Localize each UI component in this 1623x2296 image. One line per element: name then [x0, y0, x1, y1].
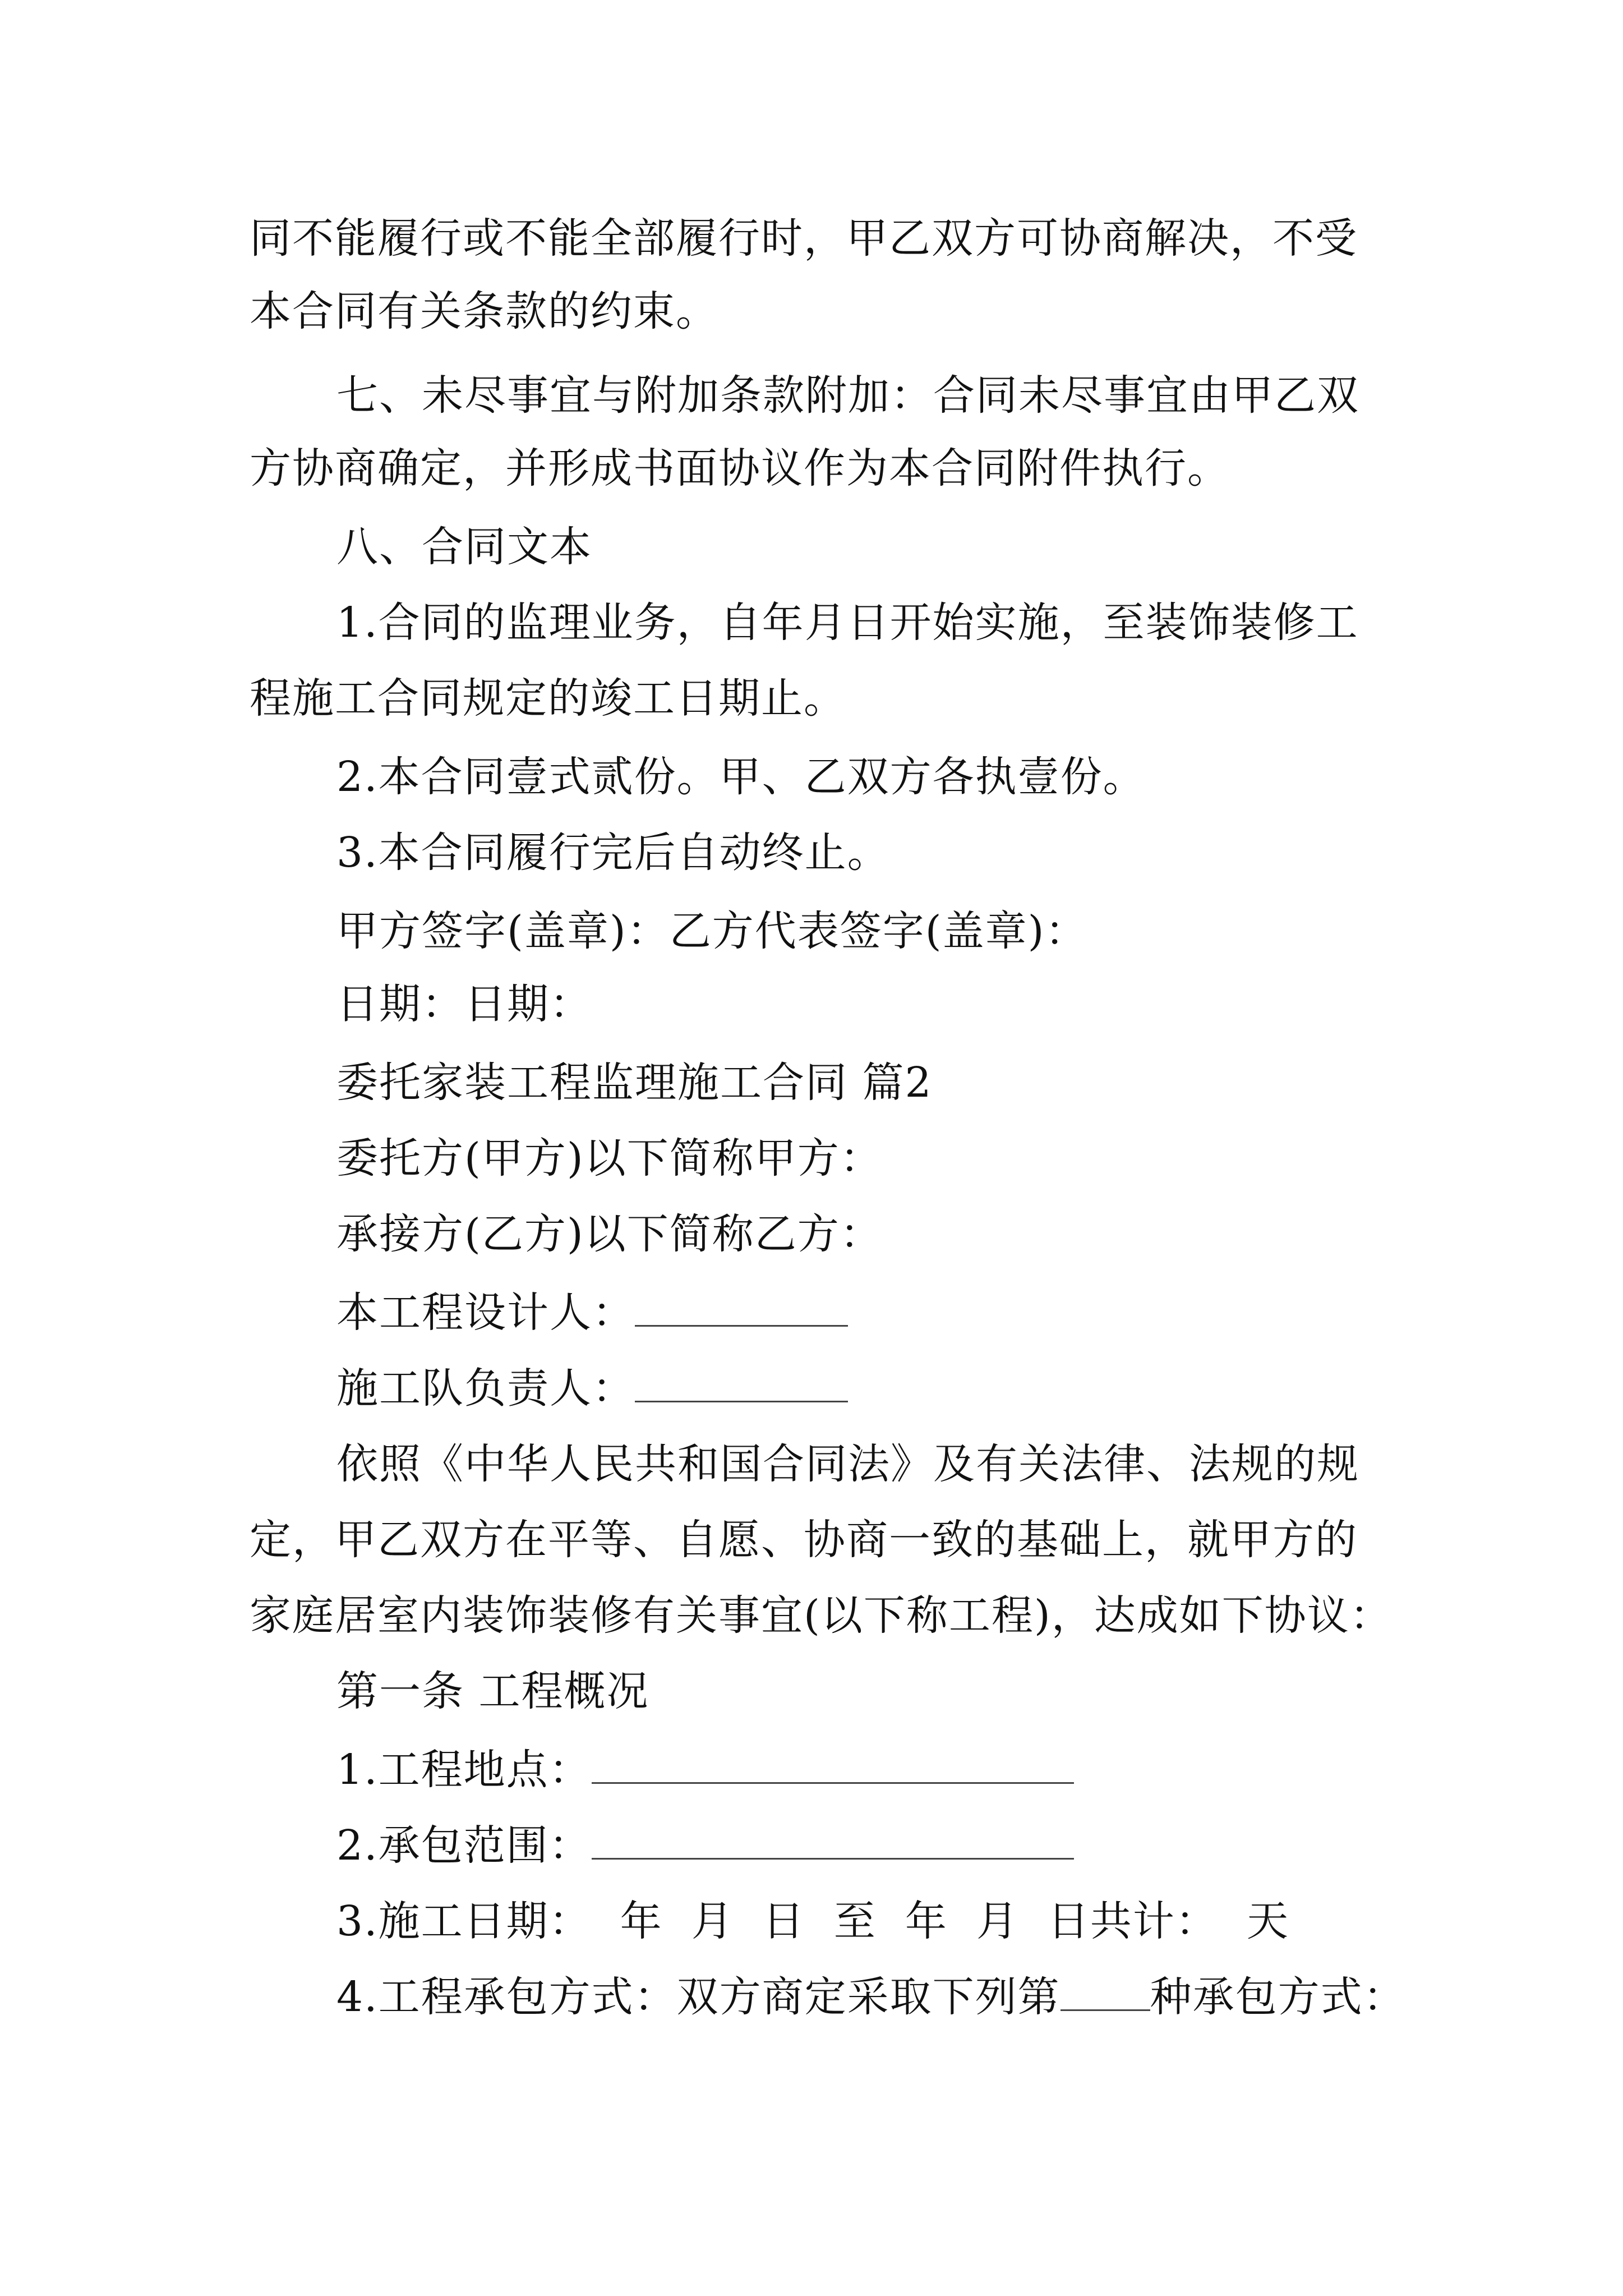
text-line: 依照《中华人民共和国合同法》及有关法律、法规的规: [336, 1440, 1359, 1488]
field-line: [336, 1969, 1406, 2025]
section-heading: 第一条 工程概况: [336, 1667, 649, 1715]
section-heading: 八、合同文本: [336, 523, 592, 571]
field-label: 4.工程承包方式：双方商定采取下列第: [336, 1973, 1061, 2021]
text-line: 承接方(乙方)以下简称乙方：: [336, 1210, 883, 1258]
field-label: 本工程设计人：: [336, 1289, 635, 1337]
text-line: 方协商确定，并形成书面协议作为本合同附件执行。: [250, 444, 1230, 493]
field-label: 2.承包范围：: [336, 1821, 592, 1870]
text-line: 七、未尽事宜与附加条款附加：合同未尽事宜由甲乙双: [336, 371, 1359, 420]
field-label-suffix: 种承包方式：: [1150, 1973, 1406, 2021]
text-line: 3.本合同履行完后自动终止。: [336, 829, 890, 877]
fill-blank: [635, 1366, 848, 1402]
fill-blank: [1061, 1975, 1150, 2011]
text-line: 2.本合同壹式贰份。甲、乙双方各执壹份。: [336, 753, 1146, 801]
text-line: 家庭居室内装饰装修有关事宜(以下称工程)，达成如下协议：: [250, 1591, 1393, 1640]
text-line: 委托方(甲方)以下简称甲方：: [336, 1134, 883, 1182]
text-line: 1.合同的监理业务，自年月日开始实施，至装饰装修工: [336, 599, 1359, 647]
field-line: [336, 1818, 1074, 1874]
signature-line: 甲方签字(盖章)：乙方代表签字(盖章)：: [336, 907, 1088, 955]
field-line: [336, 1742, 1074, 1798]
fill-blank: [592, 1823, 1074, 1860]
field-line: [336, 1360, 848, 1416]
text-line: 定，甲乙双方在平等、自愿、协商一致的基础上，就甲方的: [250, 1516, 1358, 1564]
field-label: 施工队负责人：: [336, 1364, 635, 1412]
date-line: 日期：日期：: [336, 980, 592, 1028]
fill-blank: [635, 1290, 848, 1327]
text-line: 同不能履行或不能全部履行时，甲乙双方可协商解决，不受: [250, 214, 1358, 263]
fill-blank: [592, 1747, 1074, 1784]
text-line: 本合同有关条款的约束。: [250, 287, 718, 335]
field-line: [336, 1285, 848, 1341]
document-title: 委托家装工程监理施工合同 篇2: [336, 1059, 933, 1107]
text-line: 3.施工日期： 年 月 日 至 年 月 日共计： 天: [336, 1897, 1289, 1945]
field-label: 1.工程地点：: [336, 1746, 592, 1794]
text-line: 程施工合同规定的竣工日期止。: [250, 674, 846, 723]
